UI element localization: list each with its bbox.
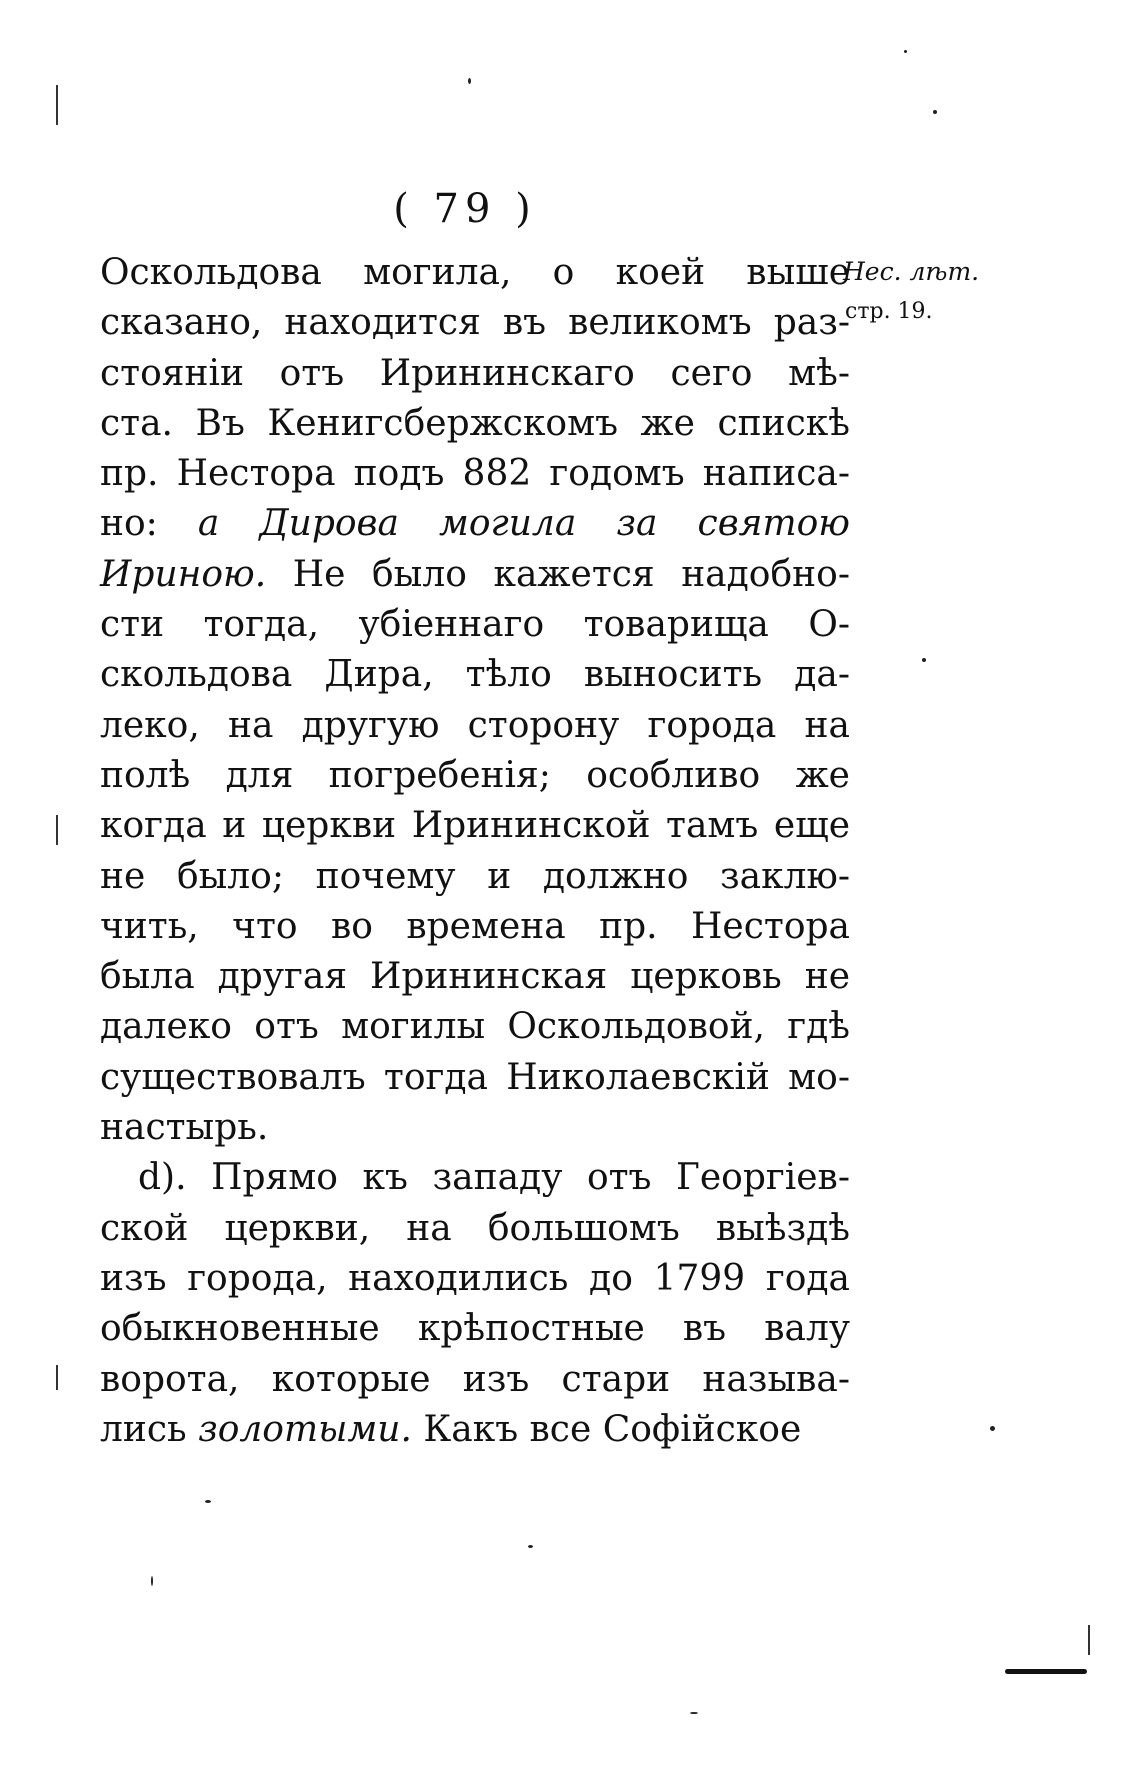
text-line (100, 399, 850, 449)
scan-edge-mark (56, 1365, 58, 1390)
text-line (100, 852, 850, 902)
scan-speck (690, 1712, 698, 1714)
page-number: ( 79 ) (393, 186, 537, 232)
text-segment: когда и церкви Ирининской тамъ еще (100, 805, 850, 847)
text-line (100, 650, 850, 700)
scan-speck (151, 1576, 153, 1586)
text-segment: ста. Въ Кенигсбержскомъ же спискѣ (100, 402, 850, 444)
text-segment: была другая Ирининская церковь не (100, 956, 850, 998)
text-segment: далеко отъ могилы Оскольдовой, гдѣ (100, 1006, 850, 1048)
text-segment: чить, что во времена пр. Нестора (100, 905, 850, 947)
text-segment: настырь. (100, 1107, 269, 1149)
text-segment: сказано, находится въ великомъ раз- (100, 302, 850, 344)
text-line (100, 902, 850, 952)
text-segment: стояніи отъ Ирининскаго сего мѣ- (100, 352, 850, 394)
margin-note-line: Нес. лѣт. (843, 257, 980, 286)
text-line (100, 801, 850, 851)
scan-speck (922, 658, 926, 662)
text-line (100, 499, 850, 549)
text-segment: изъ города, находились до 1799 года (100, 1257, 850, 1299)
text-segment: существовалъ тогда Николаевскій мо- (100, 1056, 850, 1098)
text-line (100, 1153, 850, 1203)
scan-speck (933, 110, 937, 114)
text-segment: Какъ все Софійское (411, 1408, 802, 1450)
text-line (100, 952, 850, 1002)
scan-edge-mark (56, 85, 58, 125)
italic-text: Ириною. (100, 553, 267, 595)
text-line (100, 298, 850, 348)
text-line (100, 600, 850, 650)
italic-text: золотыми. (198, 1408, 412, 1450)
text-segment: скольдова Дира, тѣло выносить да- (100, 654, 850, 696)
text-line (100, 1103, 850, 1153)
text-segment: Не было кажется надобно- (266, 553, 850, 595)
text-segment: Оскольдова могила, о коей выше (100, 252, 850, 293)
text-line (100, 550, 850, 600)
scan-dash (1005, 1669, 1087, 1674)
body-text (100, 248, 850, 1455)
text-segment: пр. Нестора подъ 882 годомъ написа- (100, 453, 850, 495)
text-segment: обыкновенные крѣпостные въ валу (100, 1308, 850, 1350)
italic-text: а Дирова могила за святою (197, 503, 850, 545)
text-line (100, 1053, 850, 1103)
text-segment: не было; почему и должно заклю- (100, 855, 850, 897)
text-line (100, 349, 850, 399)
text-line (100, 1002, 850, 1052)
text-segment: ворота, которые изъ стари называ- (100, 1358, 850, 1400)
text-line (100, 449, 850, 499)
text-line (100, 751, 850, 801)
text-segment: d). Прямо къ западу отъ Георгіев- (138, 1157, 850, 1199)
text-line (100, 1254, 850, 1304)
text-line (100, 1204, 850, 1254)
text-segment: леко, на другую сторону города на (100, 704, 850, 746)
text-line (100, 701, 850, 751)
text-segment: полѣ для погребенія; особливо же (100, 754, 850, 796)
scan-speck (528, 1545, 533, 1548)
scan-speck (990, 1426, 995, 1431)
scan-speck (468, 78, 471, 84)
scan-edge-mark (1088, 1625, 1090, 1655)
margin-note (843, 252, 993, 332)
scan-edge-mark (56, 815, 58, 845)
text-segment: сти тогда, убіеннаго товарища О- (100, 604, 850, 646)
margin-note-line: стр. 19. (845, 299, 933, 324)
text-segment: лись (100, 1408, 199, 1450)
scan-speck (205, 1500, 211, 1503)
text-line (100, 248, 850, 298)
text-line (100, 1304, 850, 1354)
text-segment: но: (100, 503, 198, 545)
scan-speck (904, 50, 907, 53)
text-segment: ской церкви, на большомъ выѣздѣ (100, 1207, 850, 1249)
text-line (100, 1405, 850, 1455)
text-line (100, 1355, 850, 1405)
